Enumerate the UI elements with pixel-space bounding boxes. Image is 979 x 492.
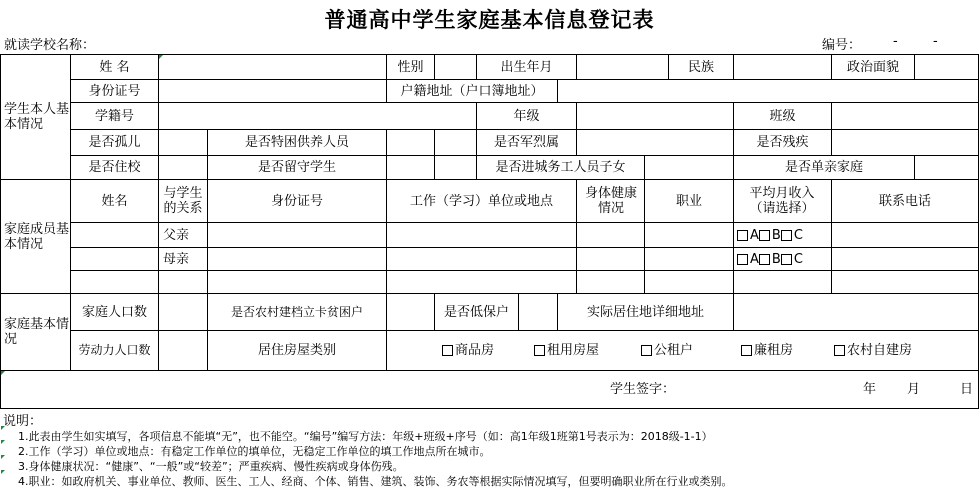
class-label: 班级	[769, 108, 796, 124]
school-name-label: 就读学校名称：	[4, 38, 96, 53]
checkbox-icon[interactable]	[759, 230, 770, 241]
checkbox-icon[interactable]	[781, 254, 792, 265]
form-title: 普通高中学生家庭基本信息登记表	[324, 7, 655, 32]
col-income-header: 平均月收入（请选择）	[749, 186, 815, 216]
note-item-1: 1.此表由学生如实填写，各项信息不能填“无”，也不能空。“编号”编写方法：年级+班级+序号（如：高1年级1班第1号表示为：2018级-1-1）	[18, 430, 713, 443]
checkbox-icon[interactable]	[737, 230, 748, 241]
left-behind-label: 是否留守学生	[257, 160, 336, 175]
martyr-label: 是否军烈属	[493, 135, 559, 150]
id-card-field[interactable]	[159, 80, 386, 102]
income-options-father[interactable]	[734, 223, 834, 247]
signature-month: 月	[907, 382, 921, 397]
disabled-field[interactable]	[832, 130, 978, 155]
boarding-field[interactable]	[159, 156, 207, 179]
col-work-header: 工作（学习）单位或地点	[409, 193, 553, 209]
checkbox-icon[interactable]	[737, 254, 748, 265]
orphan-label: 是否孤儿	[88, 135, 141, 150]
cell-flag-icon	[1, 440, 5, 444]
left-behind-field[interactable]	[387, 156, 476, 179]
checkbox-icon[interactable]	[759, 254, 770, 265]
cell-flag-icon	[1, 455, 5, 459]
number-dash-2: -	[933, 34, 938, 49]
col-name-header: 姓名	[101, 193, 128, 209]
signature-day: 日	[960, 382, 974, 397]
relation-father: 父亲	[163, 227, 190, 243]
note-item-3: 3.身体健康状况：“健康”、“一般”或“较差”；严重疾病、慢性疾病或身体伤残。	[18, 460, 404, 473]
basic-section-label: 家庭基本情况	[4, 317, 70, 347]
id-card-label: 身份证号	[88, 83, 141, 99]
spacer-cell	[435, 130, 476, 155]
income-option-c: C	[793, 251, 803, 267]
low-income-label: 是否低保户	[443, 304, 509, 320]
single-parent-field[interactable]	[915, 156, 978, 179]
hukou-label: 户籍地址（户口簿地址）	[400, 83, 544, 99]
family-section-label: 家庭成员基本情况	[4, 221, 70, 252]
martyr-field[interactable]	[577, 130, 733, 155]
checkbox-icon[interactable]	[741, 345, 752, 356]
housing-option-4[interactable]: 廉租房	[741, 331, 793, 370]
checkbox-icon[interactable]	[834, 345, 845, 356]
checkbox-icon[interactable]	[442, 345, 453, 356]
checkbox-icon[interactable]	[641, 345, 652, 356]
signature-label: 学生签字：	[610, 382, 676, 397]
number-dash-1: -	[893, 34, 898, 49]
note-item-4: 4.职业：如政府机关、事业单位、教师、医生、工人、经商、个体、销售、建筑、装饰、务农等根据实际情况填写，但要明确职业所在行业或类别。	[18, 475, 733, 488]
income-option-a: A	[750, 227, 759, 243]
income-option-c: C	[793, 227, 803, 243]
housing-type-label: 居住房屋类别	[257, 343, 336, 358]
name-field[interactable]	[159, 55, 386, 79]
class-field[interactable]	[832, 103, 978, 129]
migrant-label: 是否进城务工人员子女	[495, 160, 626, 175]
address-label: 实际居住地详细地址	[586, 304, 704, 320]
checkbox-icon[interactable]	[781, 230, 792, 241]
student-no-label: 学籍号	[94, 108, 134, 124]
labor-label: 劳动力人口数	[78, 343, 151, 357]
income-option-b: B	[771, 227, 781, 243]
col-id-header: 身份证号	[270, 193, 323, 209]
housing-option-3[interactable]: 公租户	[641, 331, 693, 370]
col-health-header: 身体健康情况	[585, 186, 638, 216]
housing-option-1[interactable]: 商品房	[442, 331, 494, 370]
hukou-field[interactable]	[558, 80, 978, 102]
number-label: 编号：	[822, 38, 862, 53]
name-label: 姓 名	[99, 59, 130, 75]
ethnicity-label: 民族	[687, 59, 714, 75]
gender-label: 性别	[397, 59, 424, 75]
student-section-label: 学生本人基本情况	[4, 102, 70, 132]
relation-mother: 母亲	[163, 251, 190, 267]
poverty-card-label: 是否农村建档立卡贫困户	[230, 304, 363, 319]
col-phone-header: 联系电话	[878, 193, 931, 209]
student-no-field[interactable]	[159, 103, 476, 129]
notes-heading: 说明：	[3, 414, 43, 429]
population-label: 家庭人口数	[81, 304, 147, 320]
special-support-field[interactable]	[387, 130, 434, 155]
income-option-a: A	[750, 251, 759, 267]
birth-label: 出生年月	[500, 59, 553, 75]
special-support-label: 是否特困供养人员	[244, 135, 349, 150]
orphan-field[interactable]	[159, 130, 207, 155]
housing-option-5[interactable]: 农村自建房	[834, 331, 912, 370]
income-options-mother[interactable]	[734, 248, 834, 270]
grade-label: 年级	[513, 108, 540, 124]
birth-field[interactable]	[577, 55, 668, 79]
income-option-b: B	[771, 251, 781, 267]
signature-year: 年	[863, 382, 877, 397]
gender-field[interactable]	[435, 55, 476, 79]
checkbox-icon[interactable]	[534, 345, 545, 356]
grade-field[interactable]	[577, 103, 733, 129]
housing-option-2[interactable]: 租用房屋	[534, 331, 599, 370]
migrant-field[interactable]	[645, 156, 733, 179]
disabled-label: 是否残疾	[756, 135, 809, 150]
col-relation-header: 与学生的关系	[163, 186, 203, 216]
cell-flag-icon	[1, 470, 5, 474]
political-label: 政治面貌	[846, 59, 899, 75]
cell-flag-icon	[1, 371, 5, 375]
ethnicity-field[interactable]	[734, 55, 831, 79]
note-item-2: 2.工作（学习）单位或地点：有稳定工作单位的填单位，无稳定工作单位的填工作地点所在城市。	[18, 445, 491, 458]
boarding-label: 是否住校	[88, 160, 141, 175]
single-parent-label: 是否单亲家庭	[784, 160, 863, 175]
col-job-header: 职业	[675, 193, 702, 209]
political-field[interactable]	[915, 55, 978, 79]
